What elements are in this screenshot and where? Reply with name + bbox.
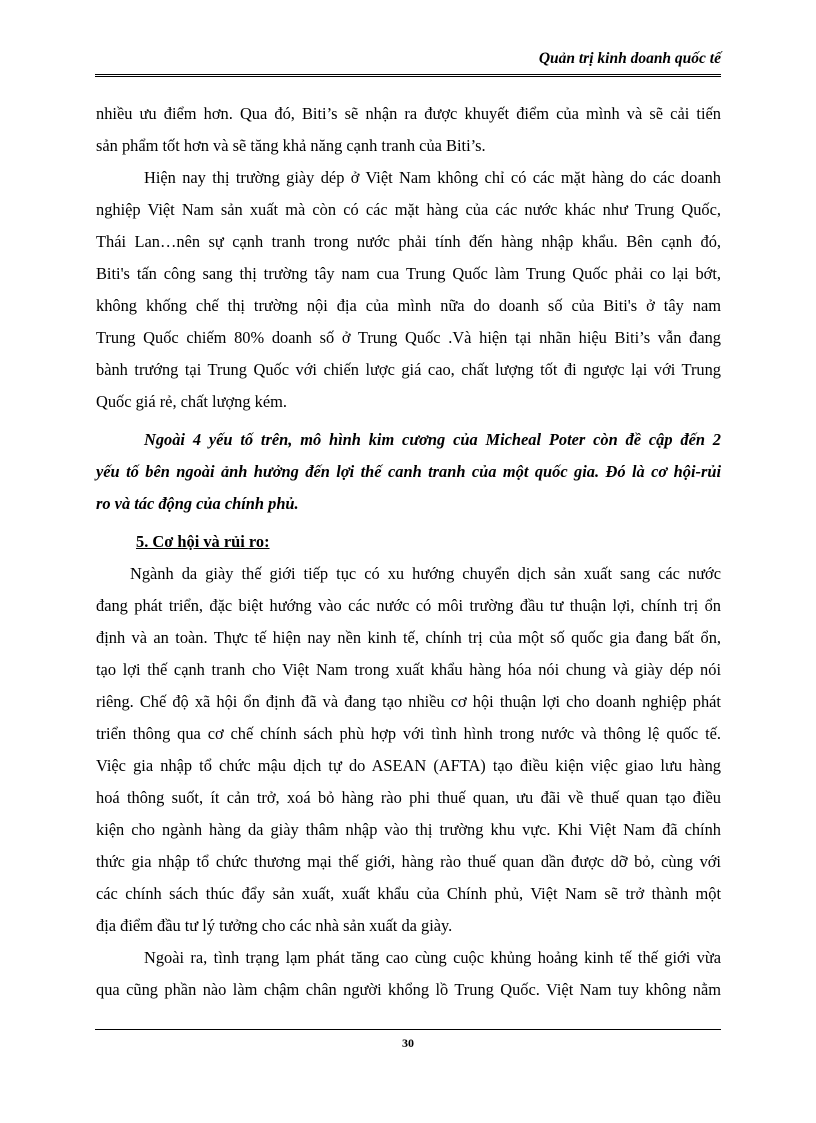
text-line: Việc gia nhập tổ chức mậu dịch tự do ASEAN (AFTA) tạo điều kiện việc giao lưu hàng	[96, 756, 721, 775]
text-line: nhiều ưu điểm hơn. Qua đó, Biti’s sẽ nhận ra được khuyết điểm của mình và sẽ cải tiến	[96, 104, 721, 123]
paragraph-continuation	[96, 98, 721, 162]
text-line: Trung Quốc chiếm 80% doanh số ở Trung Quốc .Và hiện tại nhãn hiệu Biti’s vẫn đang	[96, 328, 721, 347]
text-line: yếu tố bên ngoài ảnh hưởng đến lợi thế canh tranh của một quốc gia. Đó là cơ hội-rủi	[96, 462, 721, 481]
text-line: nghiệp Việt Nam sản xuất mà còn có các mặt hàng của các nước khác như Trung Quốc,	[96, 200, 721, 219]
text-line: tạo lợi thế cạnh tranh cho Việt Nam trong xuất khẩu hàng hóa nói chung và giày dép nói	[96, 660, 721, 679]
text-line: Ngoài ra, tình trạng lạm phát tăng cao cùng cuộc khủng hoảng kinh tế thế giới vừa	[144, 948, 721, 967]
text-line: kiện cho ngành hàng da giày thâm nhập vào thị trường khu vực. Khi Việt Nam đã chính	[96, 820, 721, 839]
text-line: bành trướng tại Trung Quốc với chiến lược giá cao, chất lượng tốt đi ngược lại với Trung	[96, 360, 721, 379]
page-body	[96, 98, 721, 1006]
text-line: triển thông qua cơ chế chính sách phù hợp với tình hình trong nước và thông lệ quốc tế.	[96, 724, 721, 743]
text-line: riêng. Chế độ xã hội ổn định đã và đang tạo nhiều cơ hội thuận lợi cho doanh nghiệp phát	[96, 692, 721, 711]
footer-rule	[95, 1029, 721, 1030]
text-line: đang phát triển, đặc biệt hướng vào các nước có môi trường đầu tư thuận lợi, chính trị ổn	[96, 596, 721, 615]
text-line: thức gia nhập tổ chức thương mại thế giới, hàng rào thuế quan dần được dỡ bỏ, cùng với	[96, 852, 721, 871]
text-line: qua cũng phần nào làm chậm chân người khổng lồ Trung Quốc. Việt Nam tuy không nằm	[96, 980, 721, 999]
header-rule	[95, 74, 721, 77]
text-line: ro và tác động của chính phủ.	[96, 494, 299, 513]
paragraph-diamond-model	[96, 424, 721, 520]
paragraph-market	[96, 162, 721, 418]
text-line: Quốc giá rẻ, chất lượng kém.	[96, 392, 287, 411]
section-heading: 5. Cơ hội và rủi ro:	[136, 532, 270, 551]
paragraph-inflation	[96, 942, 721, 1006]
text-line: Biti's tấn công sang thị trường tây nam cua Trung Quốc làm Trung Quốc phải co lại bớt,	[96, 264, 721, 283]
text-line: Ngành da giày thế giới tiếp tục có xu hướng chuyển dịch sản xuất sang các nước	[130, 564, 721, 583]
text-line: sản phẩm tốt hơn và sẽ tăng khả năng cạnh tranh của Biti’s.	[96, 136, 486, 155]
text-line: địa điểm đầu tư lý tưởng cho các nhà sản xuất da giày.	[96, 916, 453, 935]
text-line: hoá thông suốt, ít cản trở, xoá bỏ hàng rào phi thuế quan, ưu đãi về thuế quan tạo điều	[96, 788, 721, 807]
text-line: Hiện nay thị trường giày dép ở Việt Nam không chỉ có các mặt hàng do các doanh	[144, 168, 721, 187]
text-line: các chính sách thúc đẩy sản xuất, xuất khẩu của Chính phủ, Việt Nam sẽ trở thành một	[96, 884, 721, 903]
text-line: Ngoài 4 yếu tố trên, mô hình kim cương của Micheal Poter còn đề cập đến 2	[144, 430, 721, 449]
text-line: định và an toàn. Thực tế hiện nay nền kinh tế, chính trị của một số quốc gia đang bất ổn,	[96, 628, 721, 647]
text-line: Thái Lan…nên sự cạnh tranh trong nước phải tính đến hàng nhập khẩu. Bên cạnh đó,	[96, 232, 721, 251]
running-header-title: Quản trị kinh doanh quốc tế	[538, 50, 721, 67]
page-number: 30	[402, 1036, 414, 1050]
paragraph-opportunities	[96, 558, 721, 942]
text-line: không khống chế thị trường nội địa của mình nữa do doanh số của Biti's ở tây nam	[96, 296, 721, 315]
